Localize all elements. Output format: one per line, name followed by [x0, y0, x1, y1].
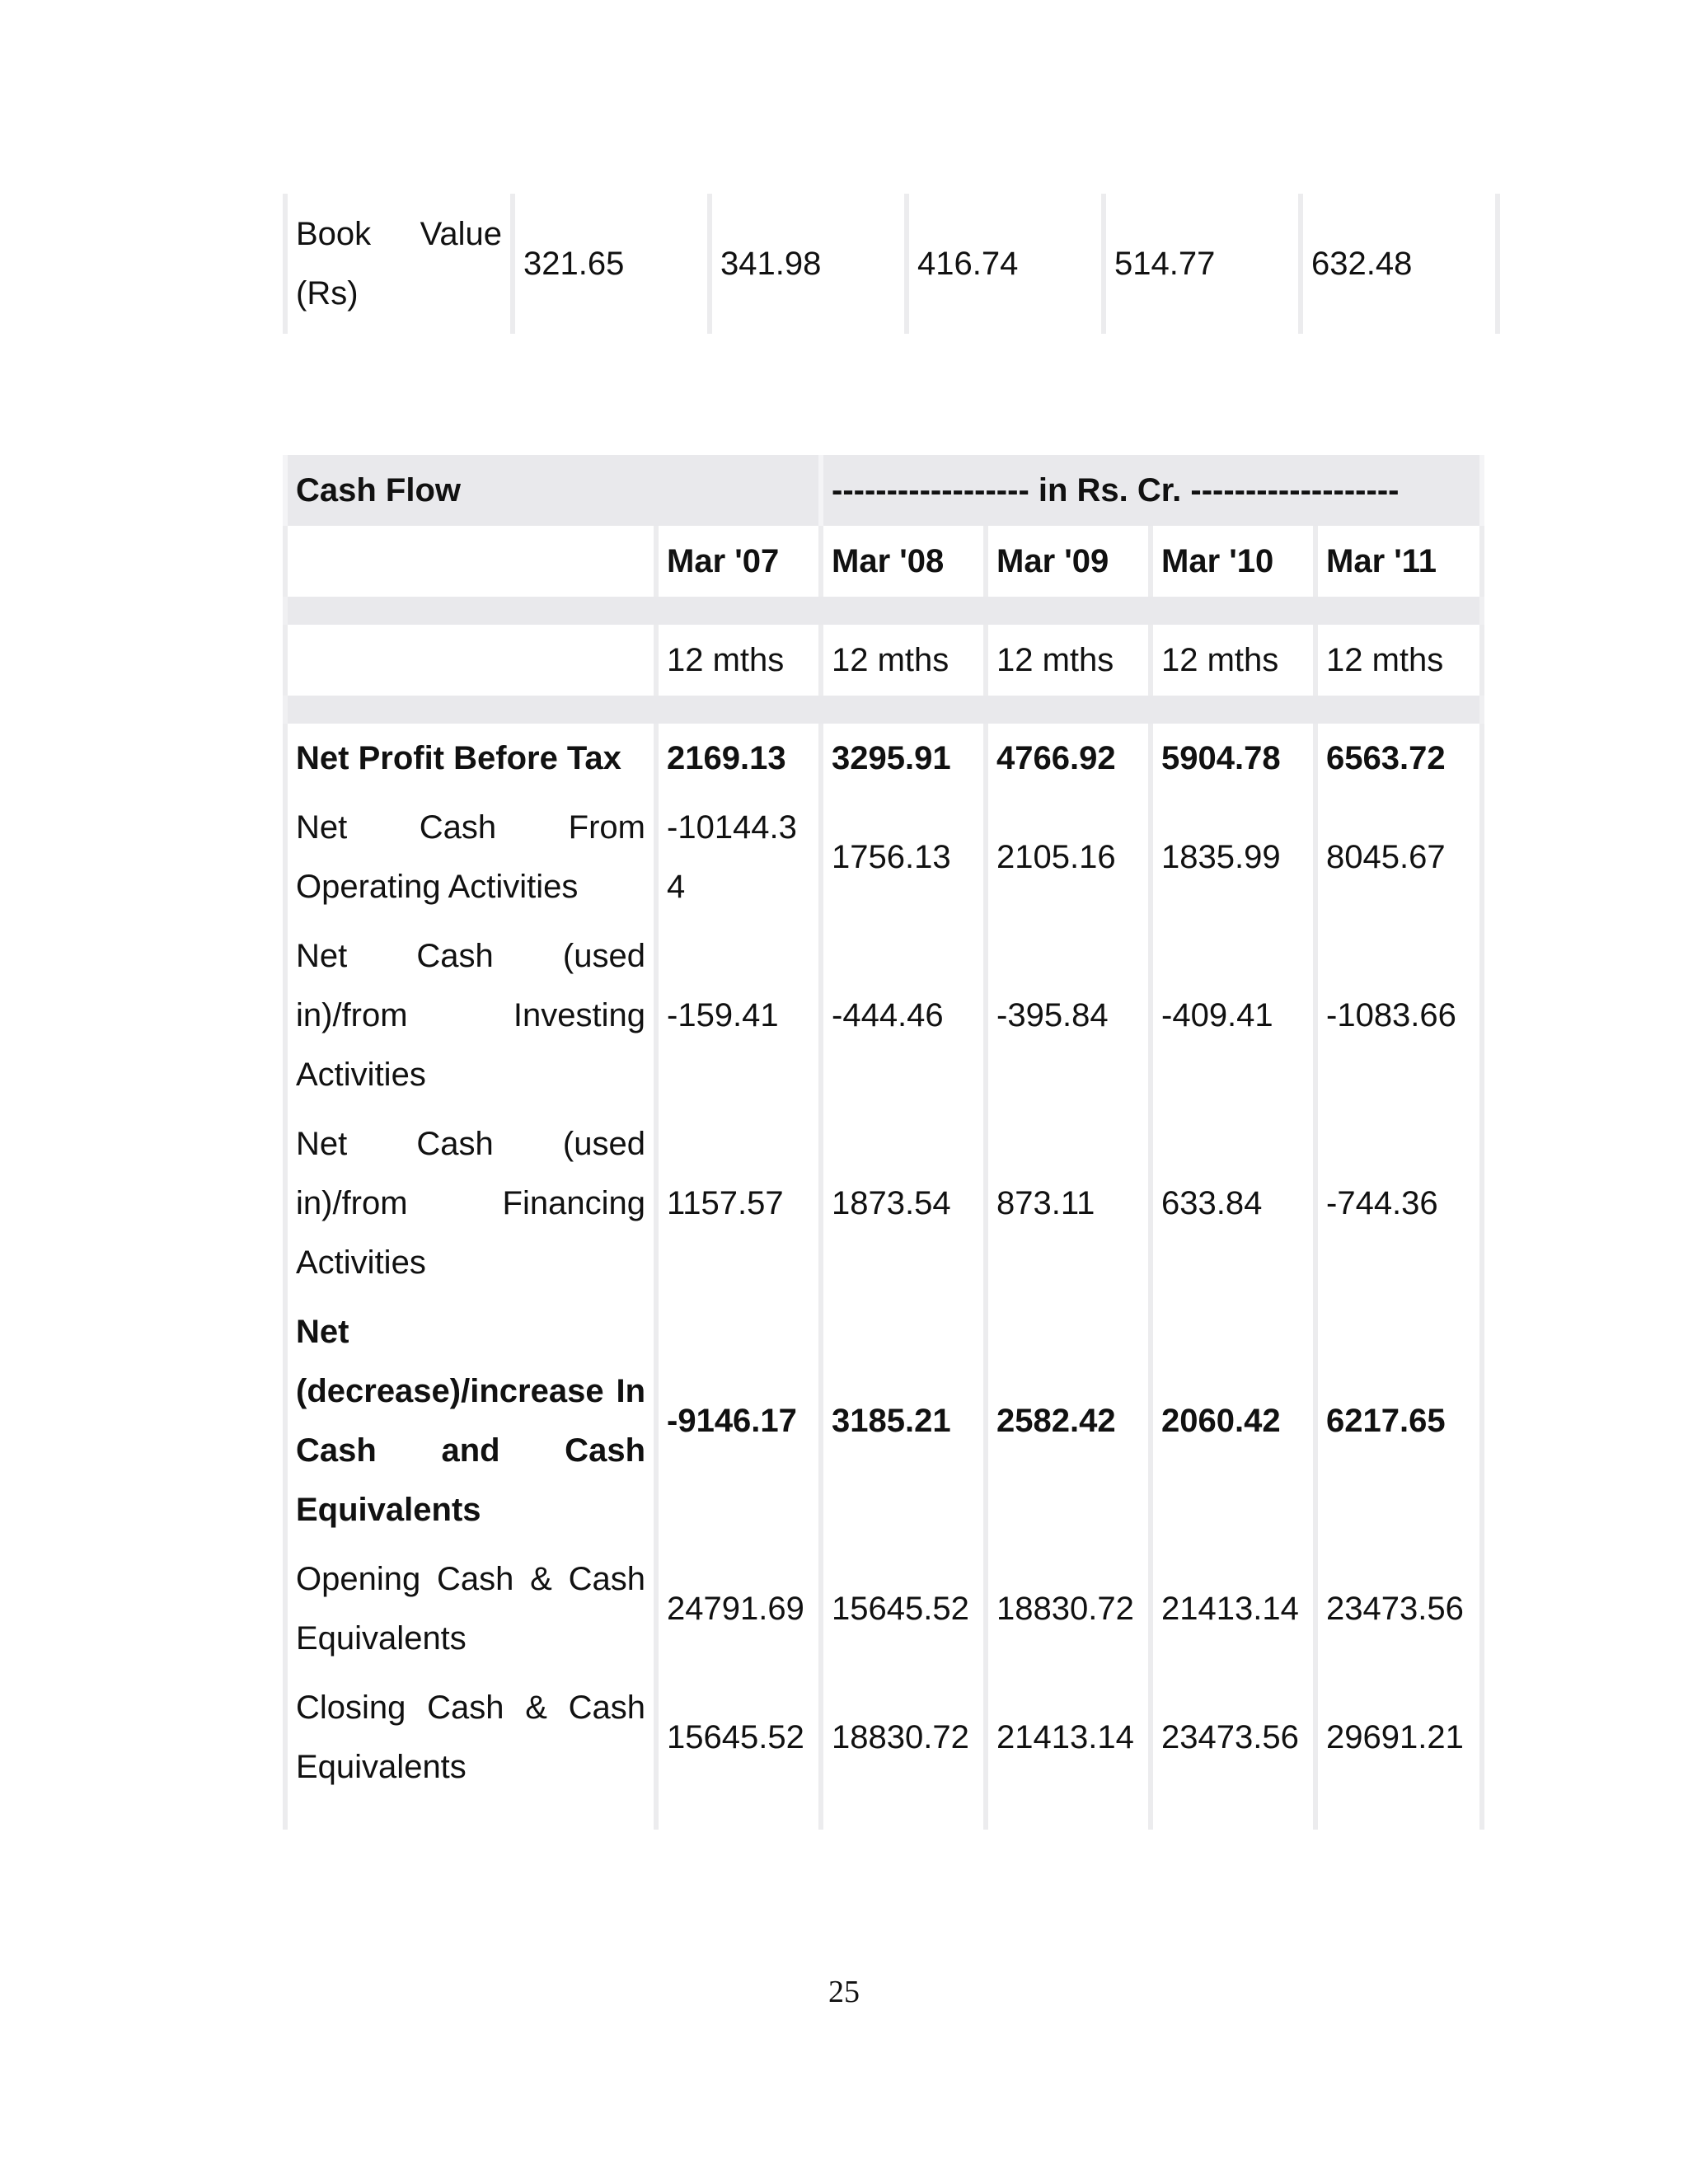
row-label: Net Cash From Operating Activities	[285, 793, 656, 921]
cash-flow-title: Cash Flow	[285, 455, 821, 526]
row-value: 29691.21	[1315, 1673, 1482, 1802]
tail-cell	[986, 1802, 1151, 1830]
cash-flow-unit-header: ------------------ in Rs. Cr. -------------------	[821, 455, 1482, 526]
row-value: -444.46	[821, 921, 986, 1109]
book-value-mar-11: 632.48	[1301, 194, 1498, 334]
row-value: 24791.69	[656, 1544, 821, 1673]
row-value: -1083.66	[1315, 921, 1482, 1109]
tail-cell	[656, 1802, 821, 1830]
duration-row-label	[285, 625, 656, 696]
row-value: -10144.34	[656, 793, 821, 921]
row-value: 21413.14	[986, 1673, 1151, 1802]
book-value-mar-09: 416.74	[907, 194, 1104, 334]
row-value: 2105.16	[986, 793, 1151, 921]
duration-mar-07: 12 mths	[656, 625, 821, 696]
book-value-table	[283, 194, 1500, 334]
row-value: 15645.52	[821, 1544, 986, 1673]
table-row	[285, 1297, 1482, 1544]
row-value: 23473.56	[1315, 1544, 1482, 1673]
spacer-row	[285, 597, 1482, 625]
table-row	[285, 724, 1482, 793]
row-value: 1873.54	[821, 1109, 986, 1297]
duration-mar-11: 12 mths	[1315, 625, 1482, 696]
row-value: 3295.91	[821, 724, 986, 793]
tail-cell	[285, 1802, 656, 1830]
row-label: Net (decrease)/increase In Cash and Cash Equivalents	[285, 1297, 656, 1544]
cash-flow-table	[283, 455, 1484, 1830]
page-number: 25	[828, 1975, 860, 2009]
row-value: 15645.52	[656, 1673, 821, 1802]
book-value-mar-10: 514.77	[1104, 194, 1301, 334]
table-row	[285, 1544, 1482, 1673]
spacer-cell	[285, 696, 1482, 724]
spacer-cell	[285, 597, 1482, 625]
row-value: 2060.42	[1151, 1297, 1315, 1544]
book-value-mar-08: 341.98	[710, 194, 907, 334]
tail-cell	[821, 1802, 986, 1830]
row-label: Net Cash (used in)/from Investing Activities	[285, 921, 656, 1109]
row-value: -395.84	[986, 921, 1151, 1109]
row-value: -9146.17	[656, 1297, 821, 1544]
table-row	[285, 921, 1482, 1109]
row-value: 1756.13	[821, 793, 986, 921]
row-label: Net Profit Before Tax	[285, 724, 656, 793]
book-value-row	[285, 194, 1498, 334]
row-value: 2582.42	[986, 1297, 1151, 1544]
period-mar-09: Mar '09	[986, 526, 1151, 597]
row-value: 21413.14	[1151, 1544, 1315, 1673]
row-label: Opening Cash & Cash Equivalents	[285, 1544, 656, 1673]
row-value: 6563.72	[1315, 724, 1482, 793]
tail-cell	[1315, 1802, 1482, 1830]
row-value: 873.11	[986, 1109, 1151, 1297]
duration-row	[285, 625, 1482, 696]
book-value-label: Book Value (Rs)	[285, 194, 513, 334]
row-value: -744.36	[1315, 1109, 1482, 1297]
period-mar-10: Mar '10	[1151, 526, 1315, 597]
row-value: 3185.21	[821, 1297, 986, 1544]
table-row	[285, 1673, 1482, 1802]
period-mar-07: Mar '07	[656, 526, 821, 597]
row-value: 6217.65	[1315, 1297, 1482, 1544]
row-value: -409.41	[1151, 921, 1315, 1109]
tail-cell	[1151, 1802, 1315, 1830]
row-value: 23473.56	[1151, 1673, 1315, 1802]
spacer-row	[285, 696, 1482, 724]
row-value: 18830.72	[821, 1673, 986, 1802]
period-mar-11: Mar '11	[1315, 526, 1482, 597]
duration-mar-08: 12 mths	[821, 625, 986, 696]
duration-mar-09: 12 mths	[986, 625, 1151, 696]
row-value: 1157.57	[656, 1109, 821, 1297]
row-value: 8045.67	[1315, 793, 1482, 921]
table-tail-row	[285, 1802, 1482, 1830]
row-value: 18830.72	[986, 1544, 1151, 1673]
row-value: 5904.78	[1151, 724, 1315, 793]
duration-mar-10: 12 mths	[1151, 625, 1315, 696]
period-row-label	[285, 526, 656, 597]
row-value: 1835.99	[1151, 793, 1315, 921]
cash-flow-header-row	[285, 455, 1482, 526]
row-value: 633.84	[1151, 1109, 1315, 1297]
book-value-mar-07: 321.65	[513, 194, 710, 334]
table-row	[285, 1109, 1482, 1297]
row-value: 2169.13	[656, 724, 821, 793]
period-mar-08: Mar '08	[821, 526, 986, 597]
row-label: Net Cash (used in)/from Financing Activities	[285, 1109, 656, 1297]
row-value: 4766.92	[986, 724, 1151, 793]
table-row	[285, 793, 1482, 921]
period-row	[285, 526, 1482, 597]
row-value: -159.41	[656, 921, 821, 1109]
row-label: Closing Cash & Cash Equivalents	[285, 1673, 656, 1802]
